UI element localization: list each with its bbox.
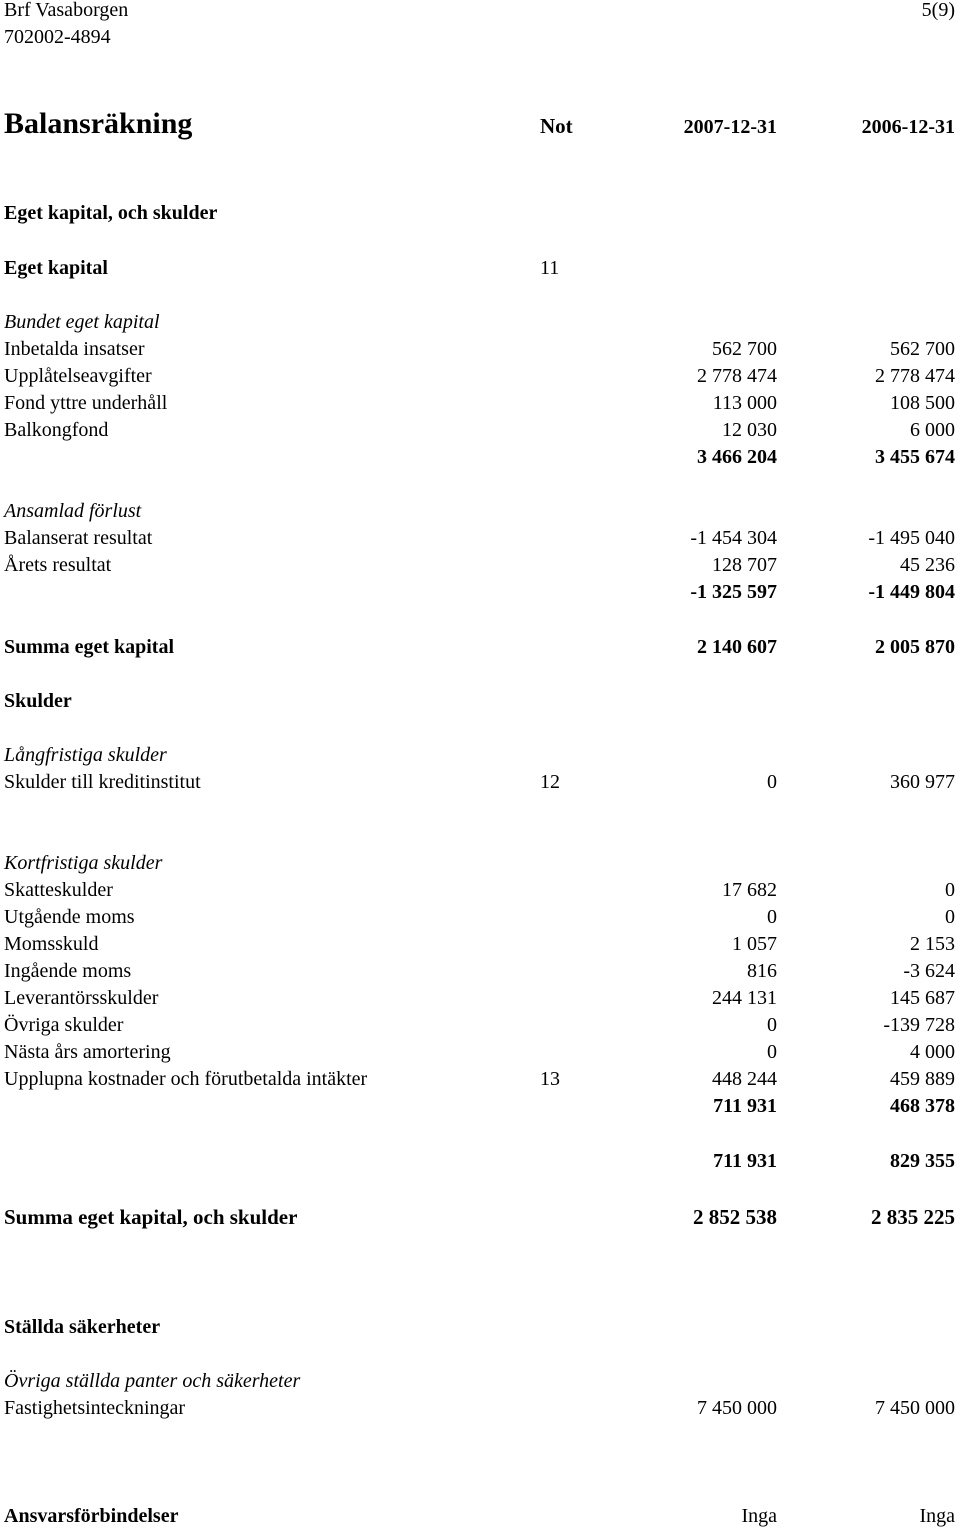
pledged-heading: Ställda säkerheter xyxy=(4,1316,161,1338)
table-row-label: Skulder till kreditinstitut xyxy=(4,771,201,793)
table-cell-2006: 4 000 xyxy=(910,1041,955,1063)
table-cell-2007: 1 057 xyxy=(732,933,777,955)
loss-subtotal-2007: -1 325 597 xyxy=(690,581,777,603)
table-row-label: Leverantörsskulder xyxy=(4,987,159,1009)
table-cell-2006: 0 xyxy=(945,906,955,928)
table-cell-2006: 562 700 xyxy=(890,338,955,360)
table-cell-2006: 360 977 xyxy=(890,771,955,793)
page-number: 5(9) xyxy=(921,0,955,21)
table-cell-2006: 45 236 xyxy=(900,554,955,576)
table-row-label: Balkongfond xyxy=(4,419,109,441)
table-cell-2007: 562 700 xyxy=(712,338,777,360)
liabilities-total-2007: 711 931 xyxy=(713,1150,777,1172)
table-cell-2007: 17 682 xyxy=(722,879,777,901)
table-cell-2007: 0 xyxy=(767,1041,777,1063)
table-row-label: Momsskuld xyxy=(4,933,99,955)
liabilities-heading: Skulder xyxy=(4,690,72,712)
table-row-label: Inbetalda insatser xyxy=(4,338,145,360)
accumulated-loss-heading: Ansamlad förlust xyxy=(4,500,142,522)
table-cell-2006: -1 495 040 xyxy=(868,527,955,549)
table-row-label: Fastighetsinteckningar xyxy=(4,1397,186,1419)
table-cell-2007: 244 131 xyxy=(712,987,777,1009)
long-term-heading: Långfristiga skulder xyxy=(4,744,167,766)
grand-total-2006: 2 835 225 xyxy=(871,1205,955,1229)
table-cell-2006: 6 000 xyxy=(910,419,955,441)
table-row-label: Nästa års amortering xyxy=(4,1041,171,1063)
equity-note: 11 xyxy=(540,257,560,279)
table-cell-2007: 2 778 474 xyxy=(697,365,777,387)
column-header-2006: 2006-12-31 xyxy=(861,116,955,138)
org-name: Brf Vasaborgen xyxy=(4,0,129,21)
equity-total-2007: 2 140 607 xyxy=(697,636,777,658)
table-cell-2006: -3 624 xyxy=(903,960,955,982)
contingent-2006: Inga xyxy=(919,1505,955,1527)
bound-subtotal-2006: 3 455 674 xyxy=(875,446,955,468)
table-cell-2007: 113 000 xyxy=(712,392,777,414)
table-cell-2007: 7 450 000 xyxy=(697,1397,777,1419)
equity-total-label: Summa eget kapital xyxy=(4,636,174,658)
table-row-label: Balanserat resultat xyxy=(4,527,153,549)
table-cell-2007: 128 707 xyxy=(712,554,777,576)
table-cell-2006: 2 153 xyxy=(910,933,955,955)
table-cell-2007: 0 xyxy=(767,906,777,928)
table-row-label: Upplåtelseavgifter xyxy=(4,365,152,387)
short-term-subtotal-2007: 711 931 xyxy=(713,1095,777,1117)
pledged-subheading: Övriga ställda panter och säkerheter xyxy=(4,1370,301,1392)
table-cell-2007: 448 244 xyxy=(712,1068,777,1090)
table-cell-2006: 0 xyxy=(945,879,955,901)
table-cell-2006: 7 450 000 xyxy=(875,1397,955,1419)
bound-equity-heading: Bundet eget kapital xyxy=(4,311,160,333)
table-row-label: Fond yttre underhåll xyxy=(4,392,168,414)
table-cell-2007: 0 xyxy=(767,1014,777,1036)
table-row-label: Övriga skulder xyxy=(4,1014,124,1036)
table-row-label: Skatteskulder xyxy=(4,879,113,901)
table-cell-2006: 108 500 xyxy=(890,392,955,414)
contingent-label: Ansvarsförbindelser xyxy=(4,1505,179,1527)
table-cell-2007: 12 030 xyxy=(722,419,777,441)
table-cell-2007: 0 xyxy=(767,771,777,793)
table-cell-2006: 459 889 xyxy=(890,1068,955,1090)
table-row-label: Årets resultat xyxy=(4,554,112,576)
short-term-heading: Kortfristiga skulder xyxy=(4,852,163,874)
equity-total-2006: 2 005 870 xyxy=(875,636,955,658)
table-cell-note: 12 xyxy=(540,771,560,793)
column-header-2007: 2007-12-31 xyxy=(683,116,777,138)
table-cell-2007: 816 xyxy=(747,960,777,982)
table-row-label: Utgående moms xyxy=(4,906,135,928)
loss-subtotal-2006: -1 449 804 xyxy=(868,581,955,603)
column-header-not: Not xyxy=(540,114,573,138)
table-row-label: Upplupna kostnader och förutbetalda intäkter xyxy=(4,1068,368,1090)
section-heading: Eget kapital, och skulder xyxy=(4,202,218,224)
org-number: 702002-4894 xyxy=(4,26,111,48)
table-cell-2006: -139 728 xyxy=(883,1014,955,1036)
table-cell-2007: -1 454 304 xyxy=(690,527,777,549)
bound-subtotal-2007: 3 466 204 xyxy=(697,446,777,468)
equity-heading: Eget kapital xyxy=(4,257,108,279)
short-term-subtotal-2006: 468 378 xyxy=(890,1095,955,1117)
contingent-2007: Inga xyxy=(741,1505,777,1527)
table-row-label: Ingående moms xyxy=(4,960,132,982)
table-cell-2006: 145 687 xyxy=(890,987,955,1009)
table-cell-note: 13 xyxy=(540,1068,560,1090)
grand-total-2007: 2 852 538 xyxy=(693,1205,777,1229)
table-cell-2006: 2 778 474 xyxy=(875,365,955,387)
grand-total-label: Summa eget kapital, och skulder xyxy=(4,1205,298,1229)
liabilities-total-2006: 829 355 xyxy=(890,1150,955,1172)
page-title: Balansräkning xyxy=(4,107,193,140)
